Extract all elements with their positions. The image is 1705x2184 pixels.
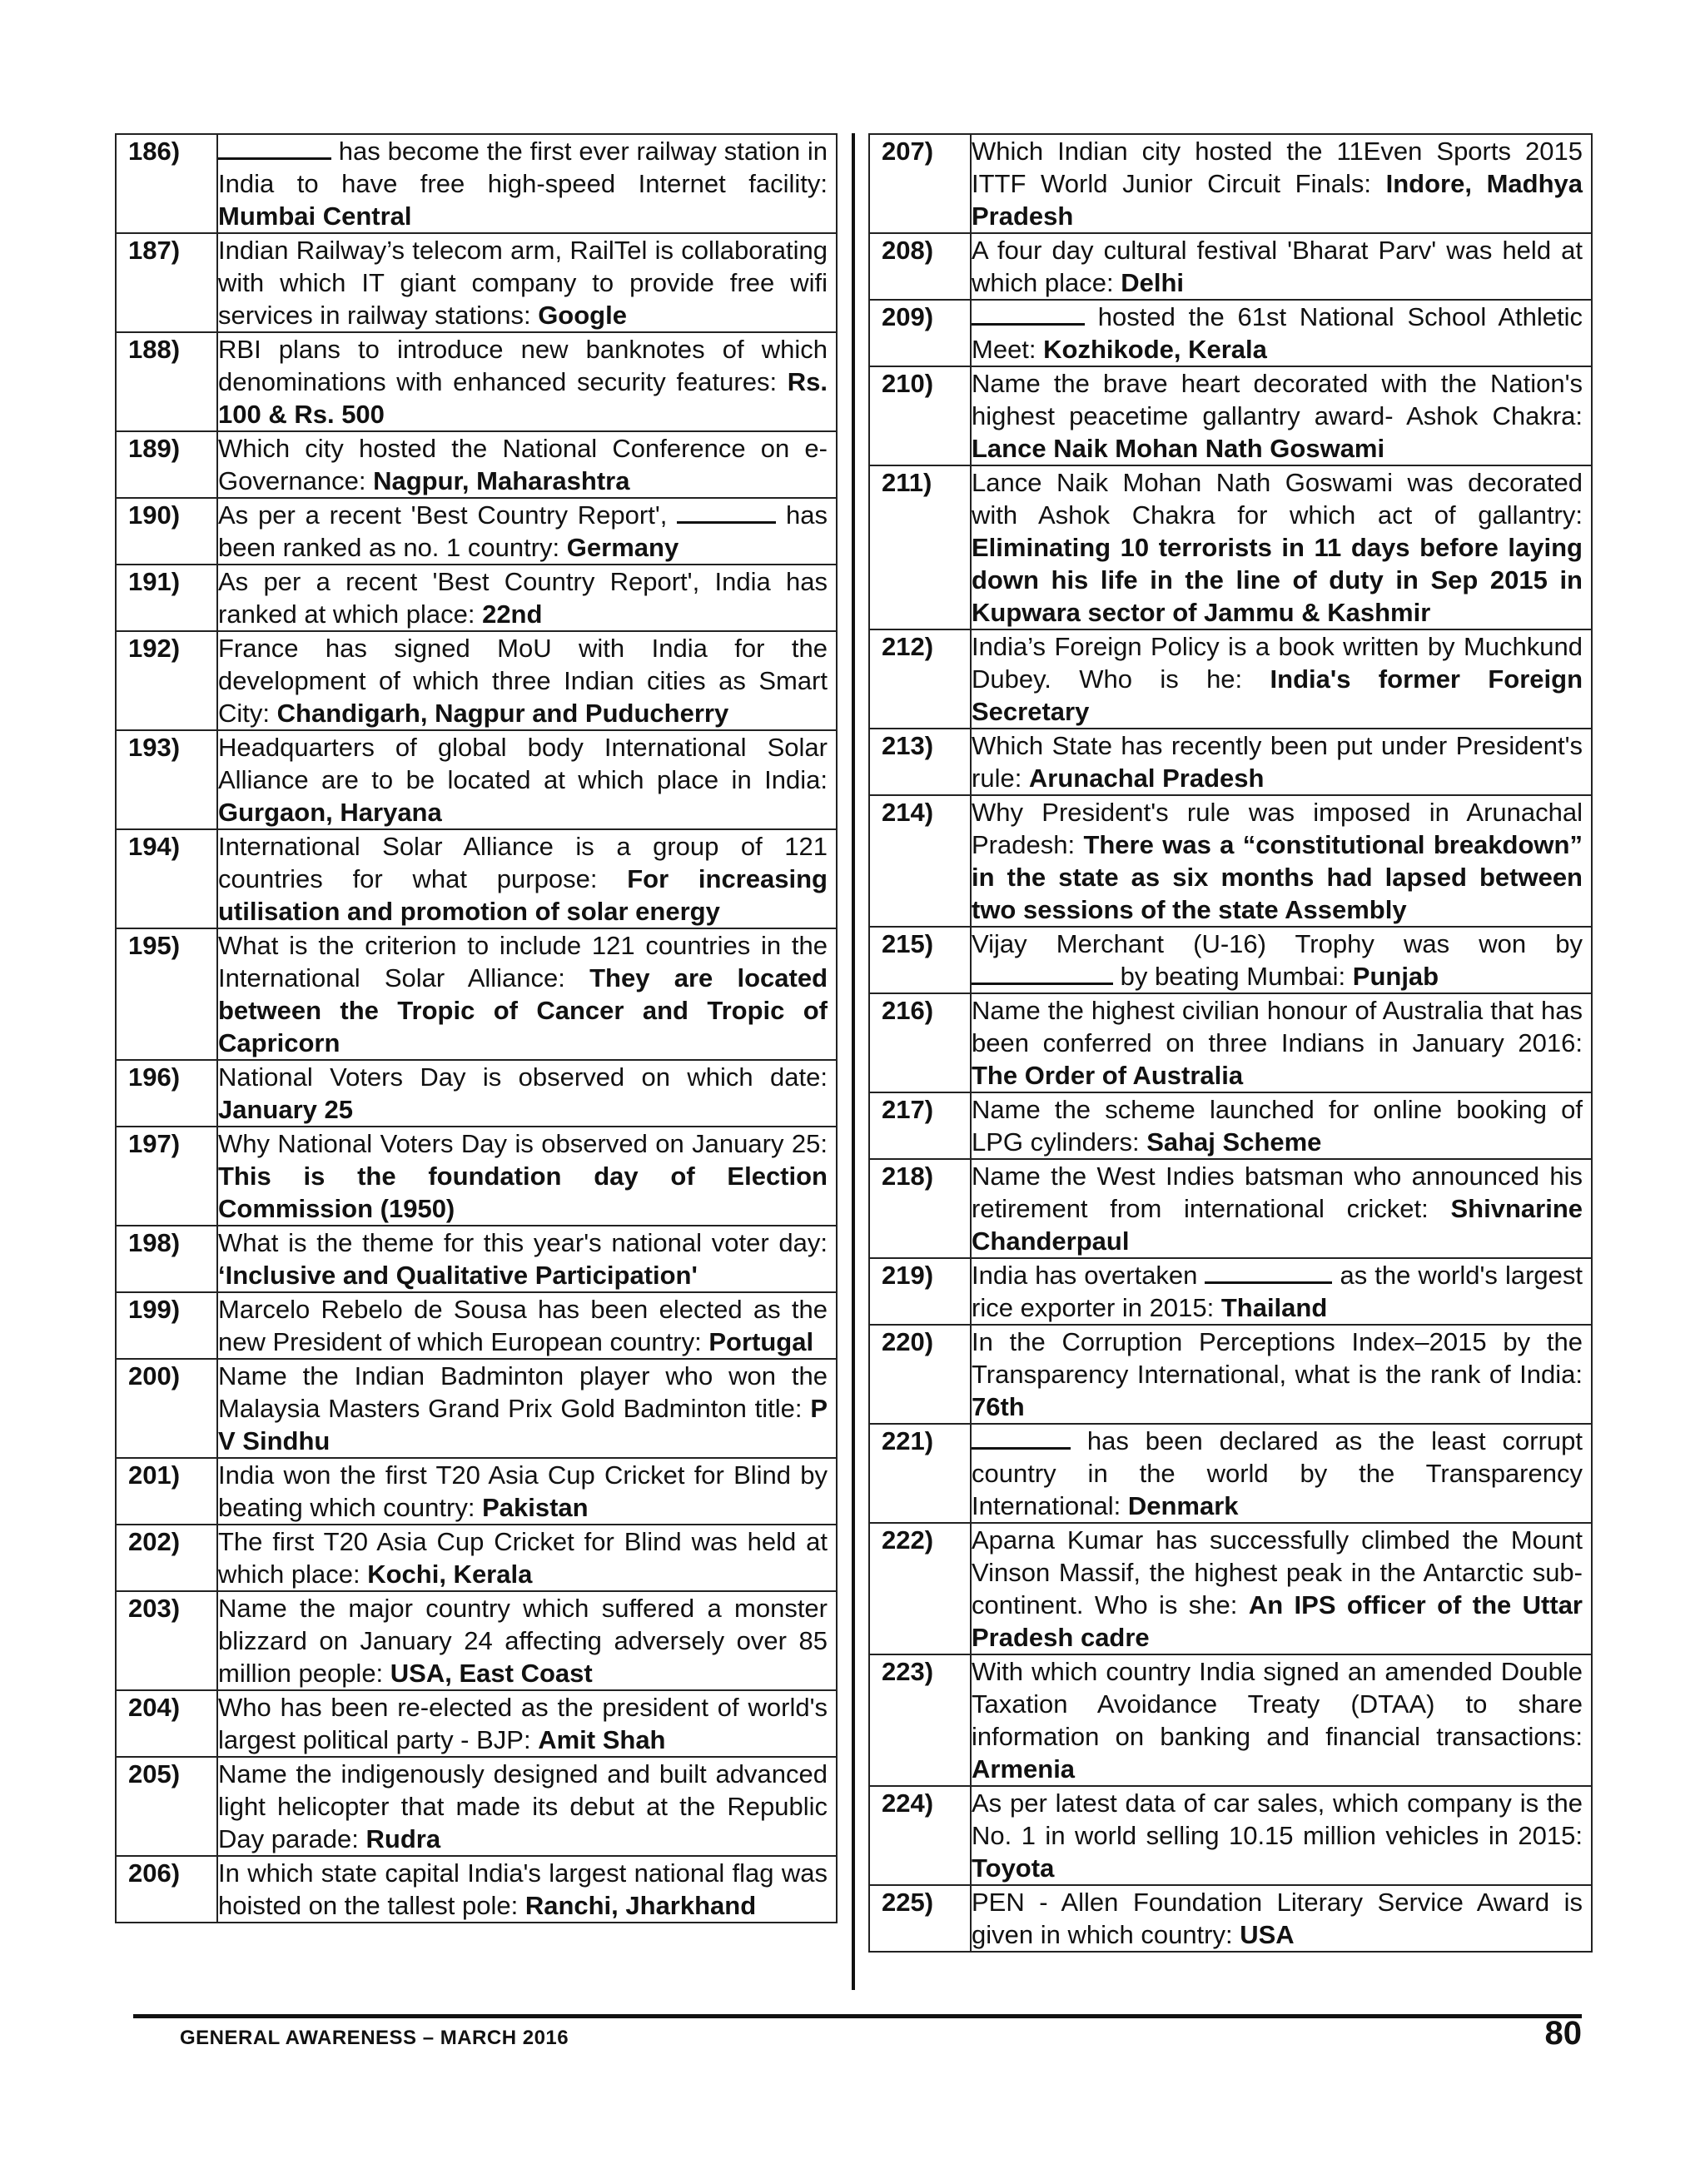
question-stem: Vijay Merchant (U-16) Trophy was won by: [972, 929, 1583, 958]
question-text: [971, 1786, 1592, 1885]
question-stem: has become the first ever railway station in India to have free high-speed Internet facility:: [218, 137, 828, 198]
answer: India's former Foreign Secretary: [972, 664, 1583, 726]
question-text: [971, 1885, 1592, 1952]
question-row: [869, 233, 1592, 300]
question-number: 201): [116, 1458, 217, 1525]
question-text: [971, 1092, 1592, 1159]
question-row: [116, 565, 837, 631]
question-text: [217, 1525, 837, 1591]
answer: Portugal: [708, 1327, 814, 1356]
question-text: [217, 565, 837, 631]
answer: Nagpur, Maharashtra: [373, 466, 630, 495]
question-stem: In which state capital India's largest national flag was hoisted on the tallest pole:: [218, 1858, 828, 1920]
question-text: [217, 631, 837, 730]
question-text: [217, 498, 837, 565]
question-text: [971, 1325, 1592, 1424]
question-number: 223): [869, 1654, 971, 1786]
question-text: [217, 1292, 837, 1359]
answer: Rudra: [365, 1824, 441, 1853]
question-text: [971, 927, 1592, 993]
answer: 22nd: [482, 599, 543, 629]
question-row: [116, 1458, 837, 1525]
question-number: 203): [116, 1591, 217, 1690]
question-stem: With which country India signed an amended Double Taxation Avoidance Treaty (DTAA) to share information on banking and financial transactions:: [972, 1657, 1583, 1751]
question-row: [869, 795, 1592, 927]
qa-table-left: [115, 133, 838, 1923]
question-row: [116, 730, 837, 829]
question-number: 187): [116, 233, 217, 332]
answer: Armenia: [972, 1754, 1076, 1784]
qa-table-right: [868, 133, 1593, 1953]
question-stem: The first T20 Asia Cup Cricket for Blind was held at which place:: [218, 1527, 828, 1589]
question-number: 190): [116, 498, 217, 565]
answer: Ranchi, Jharkhand: [524, 1891, 757, 1920]
question-number: 215): [869, 927, 971, 993]
fill-in-blank: [1205, 1260, 1332, 1284]
answer: Google: [538, 301, 627, 330]
question-row: [869, 1159, 1592, 1258]
answer: Arunachal Pradesh: [1028, 764, 1265, 793]
question-number: 195): [116, 928, 217, 1060]
question-row: [116, 1226, 837, 1292]
question-row: [116, 1757, 837, 1856]
question-row: [869, 1092, 1592, 1159]
answer: Toyota: [972, 1853, 1055, 1883]
question-stem-continued: as the world's largest rice exporter in 2015:: [972, 1261, 1583, 1322]
question-stem: Name the West Indies batsman who announced his retirement from international cricket:: [972, 1162, 1583, 1223]
question-row: [116, 431, 837, 498]
question-text: [971, 1258, 1592, 1325]
question-stem: Name the scheme launched for online booking of LPG cylinders:: [972, 1095, 1583, 1157]
question-row: [116, 1060, 837, 1127]
question-number: 191): [116, 565, 217, 631]
fill-in-blank: [972, 1425, 1071, 1450]
question-row: [869, 729, 1592, 795]
question-text: [971, 300, 1592, 366]
question-text: [971, 1654, 1592, 1786]
question-number: 193): [116, 730, 217, 829]
answer: January 25: [218, 1095, 353, 1124]
question-number: 222): [869, 1523, 971, 1654]
question-row: [116, 1127, 837, 1226]
question-stem: Aparna Kumar has successfully climbed the Mount Vinson Massif, the highest peak in the Antarctic sub-continent. Who is she:: [972, 1525, 1583, 1619]
question-number: 221): [869, 1424, 971, 1523]
question-stem: RBI plans to introduce new banknotes of which denominations with enhanced security features:: [218, 335, 828, 396]
question-number: 204): [116, 1690, 217, 1757]
question-stem: What is the criterion to include 121 countries in the International Solar Alliance:: [218, 931, 828, 993]
answer: Rs. 100 & Rs. 500: [218, 367, 828, 429]
question-number: 208): [869, 233, 971, 300]
question-number: 186): [116, 134, 217, 233]
right-column: [868, 133, 1593, 1953]
question-text: [971, 134, 1592, 233]
question-text: [217, 1856, 837, 1923]
question-row: [869, 1424, 1592, 1523]
question-text: [217, 1127, 837, 1226]
answer: P V Sindhu: [218, 1394, 828, 1455]
question-text: [217, 1359, 837, 1458]
question-text: [971, 1523, 1592, 1654]
fill-in-blank: [218, 136, 331, 160]
question-stem: As per latest data of car sales, which company is the No. 1 in world selling 10.15 million vehicles in 2015:: [972, 1788, 1583, 1850]
question-number: 213): [869, 729, 971, 795]
question-stem-continued: has been ranked as no. 1 country:: [218, 500, 828, 562]
answer: USA, East Coast: [390, 1659, 593, 1688]
answer: They are located between the Tropic of Cancer and Tropic of Capricorn: [218, 963, 828, 1057]
answer: Sahaj Scheme: [1146, 1127, 1322, 1157]
question-number: 207): [869, 134, 971, 233]
question-stem: National Voters Day is observed on which date:: [218, 1062, 828, 1092]
question-text: [971, 1159, 1592, 1258]
question-row: [869, 629, 1592, 729]
question-number: 212): [869, 629, 971, 729]
question-text: [217, 233, 837, 332]
question-text: [217, 1458, 837, 1525]
fill-in-blank: [972, 961, 1113, 985]
question-text: [217, 1690, 837, 1757]
question-row: [869, 1325, 1592, 1424]
question-number: 225): [869, 1885, 971, 1952]
question-row: [116, 233, 837, 332]
answer: Shivnarine Chanderpaul: [972, 1194, 1583, 1256]
fill-in-blank: [677, 500, 776, 524]
question-text: [217, 332, 837, 431]
question-number: 210): [869, 366, 971, 465]
question-number: 216): [869, 993, 971, 1092]
question-number: 209): [869, 300, 971, 366]
question-number: 189): [116, 431, 217, 498]
left-column: [115, 133, 838, 1923]
question-stem: PEN - Allen Foundation Literary Service Award is given in which country:: [972, 1888, 1583, 1949]
question-row: [869, 993, 1592, 1092]
answer: There was a “constitutional breakdown” in the state as six months had lapsed between two sessions of the state Assembly: [972, 830, 1583, 924]
answer: Pakistan: [482, 1493, 589, 1522]
question-row: [869, 1523, 1592, 1654]
question-row: [116, 134, 837, 233]
question-row: [116, 631, 837, 730]
answer: Gurgaon, Haryana: [218, 798, 442, 827]
question-stem: Headquarters of global body International Solar Alliance are to be located at which place in India:: [218, 733, 828, 794]
footer-title: GENERAL AWARENESS – MARCH 2016: [180, 2027, 569, 2049]
question-number: 218): [869, 1159, 971, 1258]
answer: The Order of Australia: [972, 1061, 1244, 1090]
page-number: 80: [1544, 2015, 1582, 2052]
question-text: [217, 928, 837, 1060]
answer: Delhi: [1121, 268, 1185, 297]
question-row: [116, 332, 837, 431]
answer: For increasing utilisation and promotion of solar energy: [218, 864, 828, 926]
question-stem: As per a recent 'Best Country Report',: [218, 500, 678, 530]
question-number: 199): [116, 1292, 217, 1359]
answer: ‘Inclusive and Qualitative Participation': [218, 1261, 698, 1290]
question-number: 219): [869, 1258, 971, 1325]
question-text: [217, 1060, 837, 1127]
question-stem: Why National Voters Day is observed on January 25:: [218, 1129, 828, 1158]
answer: Indore, Madhya Pradesh: [972, 169, 1583, 231]
column-divider: [852, 133, 855, 1990]
answer: An IPS officer of the Uttar Pradesh cadre: [972, 1590, 1583, 1652]
question-text: [217, 431, 837, 498]
question-number: 198): [116, 1226, 217, 1292]
question-row: [116, 1292, 837, 1359]
question-row: [869, 1258, 1592, 1325]
question-row: [869, 300, 1592, 366]
question-row: [116, 1856, 837, 1923]
question-text: [971, 629, 1592, 729]
question-number: 211): [869, 465, 971, 629]
question-stem: Indian Railway’s telecom arm, RailTel is collaborating with which IT giant company to provide free wifi services in railway stations:: [218, 236, 828, 330]
question-number: 194): [116, 829, 217, 928]
question-number: 196): [116, 1060, 217, 1127]
answer: Thailand: [1220, 1293, 1328, 1322]
answer: Amit Shah: [538, 1725, 666, 1754]
question-number: 205): [116, 1757, 217, 1856]
question-stem: Why President's rule was imposed in Arunachal Pradesh:: [972, 798, 1583, 859]
question-stem: Name the Indian Badminton player who won the Malaysia Masters Grand Prix Gold Badminton title:: [218, 1361, 828, 1423]
question-stem: Name the indigenously designed and built advanced light helicopter that made its debut at the Republic Day parade:: [218, 1759, 828, 1853]
question-stem: Which Indian city hosted the 11Even Sports 2015 ITTF World Junior Circuit Finals:: [972, 137, 1583, 198]
question-number: 224): [869, 1786, 971, 1885]
question-row: [869, 465, 1592, 629]
question-stem: International Solar Alliance is a group of 121 countries for what purpose:: [218, 832, 828, 893]
answer: Kozhikode, Kerala: [1043, 335, 1267, 364]
question-stem: India’s Foreign Policy is a book written by Muchkund Dubey. Who is he:: [972, 632, 1583, 694]
question-text: [217, 1226, 837, 1292]
question-stem: Name the major country which suffered a monster blizzard on January 24 affecting adversely over 85 million people:: [218, 1594, 828, 1688]
answer: Punjab: [1352, 962, 1439, 991]
question-text: [971, 233, 1592, 300]
answer: Kochi, Kerala: [367, 1560, 533, 1589]
question-text: [971, 993, 1592, 1092]
question-text: [971, 465, 1592, 629]
answer: Lance Naik Mohan Nath Goswami: [972, 434, 1385, 463]
question-stem: Which State has recently been put under President's rule:: [972, 731, 1583, 793]
question-number: 197): [116, 1127, 217, 1226]
answer: This is the foundation day of Election Commission (1950): [218, 1162, 828, 1223]
question-stem: A four day cultural festival 'Bharat Parv' was held at which place:: [972, 236, 1583, 297]
question-text: [971, 795, 1592, 927]
question-text: [217, 829, 837, 928]
question-stem: In the Corruption Perceptions Index–2015 by the Transparency International, what is the rank of India:: [972, 1327, 1583, 1389]
question-row: [869, 1885, 1592, 1952]
question-number: 200): [116, 1359, 217, 1458]
answer: Germany: [566, 533, 679, 562]
question-number: 206): [116, 1856, 217, 1923]
question-number: 217): [869, 1092, 971, 1159]
question-row: [116, 1359, 837, 1458]
question-stem: Lance Naik Mohan Nath Goswami was decorated with Ashok Chakra for which act of gallantry:: [972, 468, 1583, 530]
question-text: [217, 1757, 837, 1856]
question-row: [869, 1654, 1592, 1786]
question-text: [217, 134, 837, 233]
question-stem: Name the highest civilian honour of Australia that has been conferred on three Indians in January 2016:: [972, 996, 1583, 1057]
question-stem-continued: by beating Mumbai:: [1113, 962, 1353, 991]
question-row: [116, 829, 837, 928]
question-number: 192): [116, 631, 217, 730]
question-row: [116, 1690, 837, 1757]
question-number: 220): [869, 1325, 971, 1424]
question-stem: Marcelo Rebelo de Sousa has been elected as the new President of which European country:: [218, 1295, 828, 1356]
question-stem: What is the theme for this year's national voter day:: [218, 1228, 828, 1257]
question-text: [217, 730, 837, 829]
question-text: [971, 366, 1592, 465]
fill-in-blank: [972, 301, 1085, 326]
question-stem: India has overtaken: [972, 1261, 1205, 1290]
question-number: 214): [869, 795, 971, 927]
question-row: [869, 134, 1592, 233]
question-row: [869, 1786, 1592, 1885]
question-row: [116, 1525, 837, 1591]
question-stem: Which city hosted the National Conference on e-Governance:: [218, 434, 828, 495]
answer: USA: [1240, 1920, 1295, 1949]
answer: Eliminating 10 terrorists in 11 days before laying down his life in the line of duty in Sep 2015 in Kupwara sector of Jammu & Kashmir: [972, 533, 1583, 627]
question-text: [971, 1424, 1592, 1523]
question-row: [869, 366, 1592, 465]
question-row: [869, 927, 1592, 993]
answer: Chandigarh, Nagpur and Puducherry: [276, 699, 729, 728]
question-number: 202): [116, 1525, 217, 1591]
question-stem: has been declared as the least corrupt country in the world by the Transparency International:: [972, 1426, 1583, 1520]
question-number: 188): [116, 332, 217, 431]
question-stem: hosted the 61st National School Athletic Meet:: [972, 302, 1583, 364]
footer-rule: [133, 2014, 1582, 2018]
question-text: [971, 729, 1592, 795]
question-row: [116, 928, 837, 1060]
answer: Mumbai Central: [218, 201, 412, 231]
answer: Denmark: [1127, 1491, 1239, 1520]
question-stem: France has signed MoU with India for the development of which three Indian cities as Smart City:: [218, 634, 828, 728]
answer: 76th: [972, 1392, 1025, 1421]
question-row: [116, 1591, 837, 1690]
question-stem: Who has been re-elected as the president of world's largest political party - BJP:: [218, 1693, 828, 1754]
question-row: [116, 498, 837, 565]
question-stem: Name the brave heart decorated with the Nation's highest peacetime gallantry award- Ashok Chakra:: [972, 369, 1583, 430]
question-stem: As per a recent 'Best Country Report', India has ranked at which place:: [218, 567, 828, 629]
question-stem: India won the first T20 Asia Cup Cricket for Blind by beating which country:: [218, 1460, 828, 1522]
question-text: [217, 1591, 837, 1690]
